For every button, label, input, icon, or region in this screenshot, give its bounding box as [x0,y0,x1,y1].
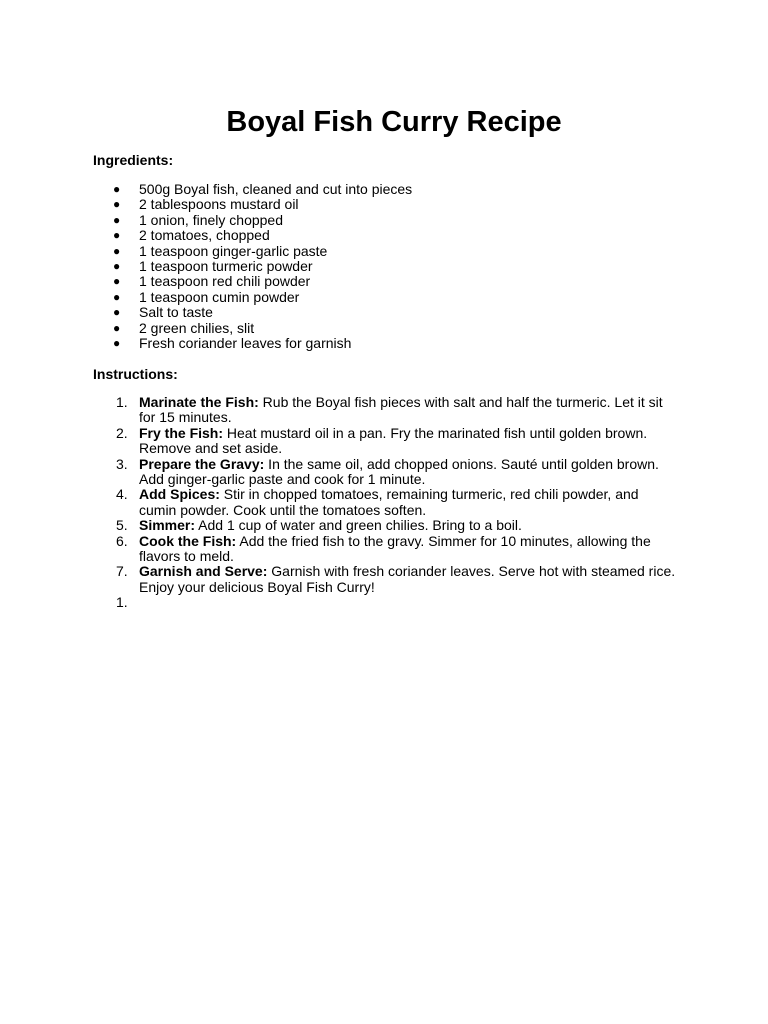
bullet-icon: ● [113,305,121,320]
instruction-step [0,426,768,457]
step-number: 2. [116,424,128,441]
ingredient-item [0,244,768,259]
bullet-icon: ● [113,228,121,243]
bullet-icon: ● [113,182,121,196]
step-title: Fry the Fish: [139,424,224,441]
ingredient-text: 1 teaspoon red chili powder [139,273,311,290]
step-text: Heat mustard oil in a pan. Fry the marinated fish until golden brown. Remove and set aside. [139,424,648,457]
ingredients-list [0,182,768,351]
step-text: Add the fried fish to the gravy. Simmer for 10 minutes, allowing the flavors to meld. [139,532,651,565]
ingredient-item [0,197,768,212]
ingredient-item [0,336,768,351]
ingredient-item [0,259,768,274]
ingredient-text: Salt to taste [139,304,213,321]
step-number: 1. [116,594,128,611]
step-title: Simmer: [139,517,196,534]
instructions-list [0,395,768,611]
ingredient-text: 500g Boyal fish, cleaned and cut into pieces [139,181,413,197]
ingredient-text: 1 onion, finely chopped [139,211,283,228]
bullet-icon: ● [113,259,121,274]
step-number: 1. [116,394,128,410]
ingredient-item [0,321,768,336]
step-text: In the same oil, add chopped onions. Sauté until golden brown. Add ginger-garlic paste and cook for 1 minute. [139,455,659,488]
bullet-icon: ● [113,243,121,258]
ingredient-text: 1 teaspoon ginger-garlic paste [139,242,328,259]
ingredient-item [0,290,768,305]
ingredients-heading: Ingredients: [93,152,174,168]
bullet-icon: ● [113,212,121,227]
page-title: Boyal Fish Curry Recipe [226,106,562,138]
instruction-step [0,395,768,426]
bullet-icon: ● [113,197,121,212]
instruction-step [0,487,768,518]
instructions-heading: Instructions: [93,366,178,382]
step-number: 4. [116,486,128,503]
ingredient-item [0,228,768,243]
bullet-icon: ● [113,320,121,335]
step-number: 5. [116,517,128,534]
step-title: Cook the Fish: [139,532,237,549]
step-title: Marinate the Fish: [139,394,259,410]
step-number: 3. [116,455,128,472]
ingredient-item [0,182,768,197]
step-text: Garnish with fresh coriander leaves. Serve hot with steamed rice. Enjoy your delicious Boyal Fish Curry! [139,563,676,595]
ingredient-item [0,305,768,320]
ingredient-text: 1 teaspoon cumin powder [139,288,300,305]
step-title: Prepare the Gravy: [139,455,265,472]
instruction-step-empty [0,595,768,610]
instruction-step [0,564,768,595]
ingredient-text: 1 teaspoon turmeric powder [139,258,313,275]
ingredient-text: Fresh coriander leaves for garnish [139,335,352,352]
instruction-step [0,457,768,488]
ingredient-item [0,274,768,289]
ingredient-text: 2 tablespoons mustard oil [139,196,299,213]
bullet-icon: ● [113,289,121,304]
ingredient-text: 2 tomatoes, chopped [139,227,270,244]
step-title: Garnish and Serve: [139,563,268,580]
step-number: 7. [116,563,128,580]
step-title: Add Spices: [139,486,220,503]
instruction-step [0,518,768,533]
bullet-icon: ● [113,336,121,351]
ingredient-text: 2 green chilies, slit [139,319,255,336]
step-text: Stir in chopped tomatoes, remaining turmeric, red chili powder, and cumin powder. Cook until the tomatoes soften. [139,486,639,518]
step-number: 6. [116,532,128,549]
instruction-step [0,534,768,565]
ingredient-item [0,213,768,228]
step-text: Rub the Boyal fish pieces with salt and half the turmeric. Let it sit for 15 minutes. [139,394,663,426]
bullet-icon: ● [113,274,121,289]
step-text: Add 1 cup of water and green chilies. Bring to a boil. [195,517,522,534]
